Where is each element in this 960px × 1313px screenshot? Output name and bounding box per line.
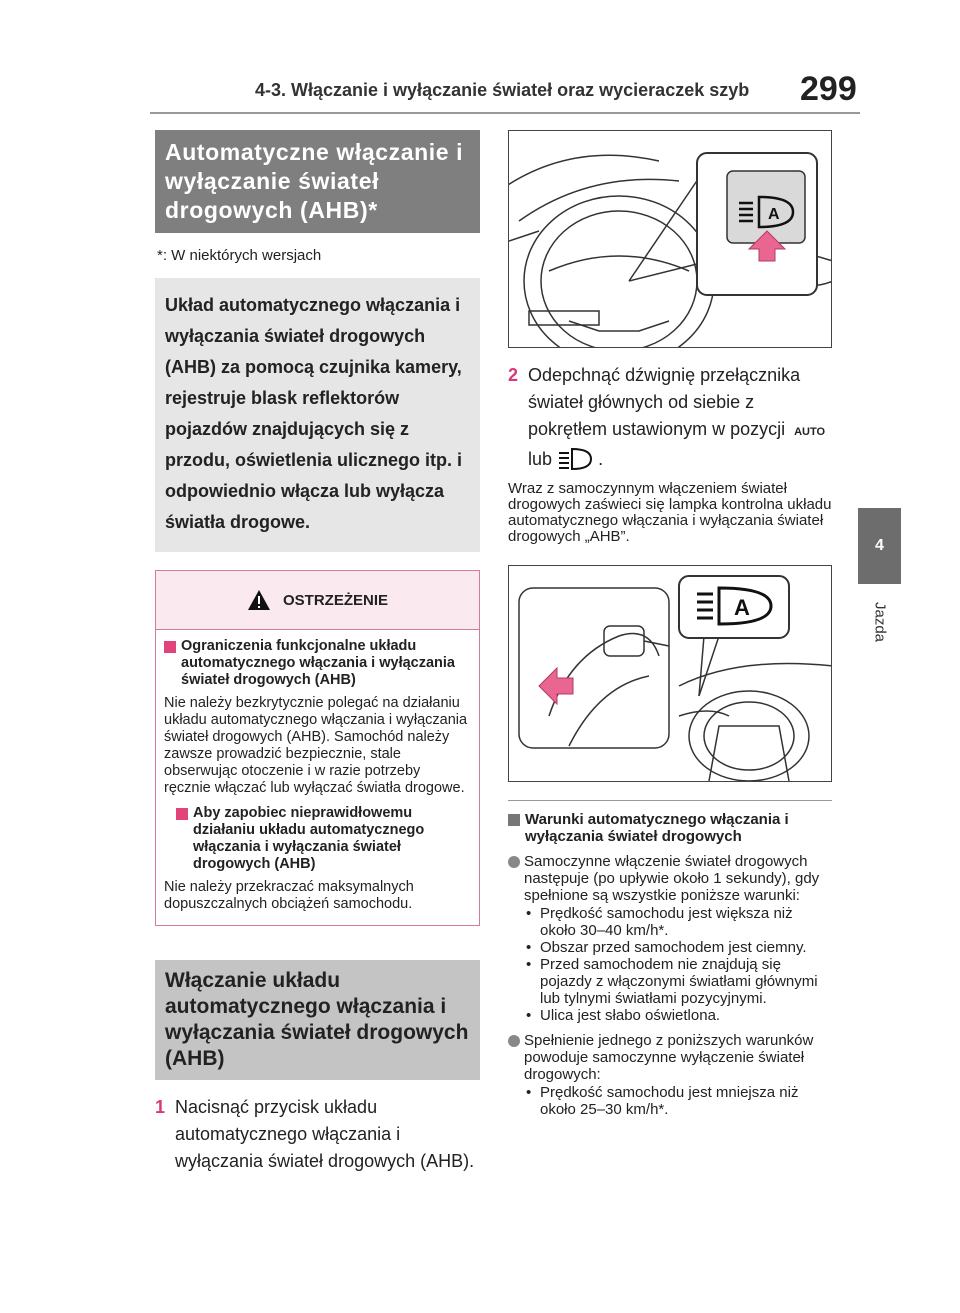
circle-bullet-icon bbox=[508, 856, 520, 868]
chapter-label: Jazda bbox=[871, 601, 889, 643]
condition-bullet-off: Spełnienie jednego z poniższych warunków powoduje samoczynne wyłączenie świateł drogowych: • Prędkość samochodu jest mniejsza niż około 25–30 km/h*. bbox=[508, 1032, 832, 1118]
step-number: 1 bbox=[155, 1097, 166, 1117]
warning-box bbox=[155, 570, 480, 926]
step-text: Odepchnąć dźwignię przełącznika świateł głównych od siebie z pokrętłem ustawionym w pozycji AUTO lub . bbox=[528, 365, 826, 469]
pull-arrow-icon bbox=[539, 668, 573, 704]
step-number: 2 bbox=[508, 365, 519, 385]
step-1 bbox=[155, 1094, 480, 1175]
header-divider bbox=[150, 112, 860, 114]
dashboard-illustration bbox=[509, 131, 832, 347]
page-number: 299 bbox=[800, 70, 857, 108]
warning-body bbox=[156, 630, 479, 925]
step-2 bbox=[508, 362, 832, 473]
chapter-tab bbox=[858, 508, 901, 584]
auto-position-icon: AUTO bbox=[794, 426, 826, 438]
indicator-note: Wraz z samoczynnym włączeniem świateł drogowych zaświeci się lampka kontrolna układu automatycznego włączania i wyłączania świateł drogowych „AHB”. bbox=[508, 480, 832, 545]
lever-illustration bbox=[509, 566, 832, 781]
warning-header bbox=[156, 571, 479, 630]
warning-triangle-icon bbox=[247, 589, 271, 611]
step-text: Nacisnąć przycisk układu automatycznego włączania i wyłączania świateł drogowych (AHB). bbox=[175, 1097, 475, 1171]
warning-heading-1: Ograniczenia funkcjonalne układu automatycznego włączania i wyłączania świateł drogowych (AHB) bbox=[164, 638, 471, 689]
list-item: • Przed samochodem nie znajdują się pojazdy z włączonymi światłami głównymi lub tylnymi światłami pozycyjnymi. bbox=[526, 956, 818, 1007]
svg-text:A: A bbox=[734, 595, 750, 620]
section-banner-ahb: Automatyczne włączanie i wyłączanie świateł drogowych (AHB)* bbox=[155, 130, 480, 233]
square-bullet-icon bbox=[508, 814, 520, 826]
left-column bbox=[155, 130, 480, 1175]
circle-bullet-icon bbox=[508, 1035, 520, 1047]
square-bullet-icon bbox=[164, 641, 176, 653]
svg-text:A: A bbox=[768, 206, 780, 223]
chapter-number: 4 bbox=[875, 537, 884, 554]
high-beam-auto-icon bbox=[557, 447, 593, 471]
version-footnote: *: W niektórych wersjach bbox=[157, 247, 322, 264]
warning-text-2: Nie należy przekraczać maksymalnych dopuszczalnych obciążeń samochodu. bbox=[164, 879, 414, 912]
square-bullet-icon bbox=[176, 808, 188, 820]
list-item: • Ulica jest słabo oświetlona. bbox=[526, 1007, 721, 1024]
list-item: • Prędkość samochodu jest mniejsza niż około 25–30 km/h*. bbox=[526, 1084, 799, 1118]
warning-text-1: Nie należy bezkrytycznie polegać na działaniu układu automatycznego włączania i wyłączania świateł drogowych (AHB). Samochód należy zawsze prowadzić bezpiecznie, stale obserwując otoczenie i w razie potrzeby ręcznie włączać lub wyłączać światła drogowe. bbox=[164, 695, 468, 796]
list-item: • Obszar przed samochodem jest ciemny. bbox=[526, 939, 807, 956]
condition-bullet-on: Samoczynne włączenie świateł drogowych następuje (po upływie około 1 sekundy), gdy spełnione są wszystkie poniższe warunki: • Prędkość samochodu jest większa niż około 30–40 km/h*. • Obszar przed samochodem jest ciemny. • Przed samochodem nie znajdują się pojazdy z włączonymi światłami głównymi lub tylnymi światłami pozycyjnymi. • Ulica jest słabo oświetlona. bbox=[508, 853, 832, 1024]
section-banner-activation: Włączanie układu automatycznego włączania i wyłączania świateł drogowych (AHB) bbox=[155, 960, 480, 1080]
warning-title: OSTRZEŻENIE bbox=[282, 591, 388, 609]
conditions-heading: Warunki automatycznego włączania i wyłączania świateł drogowych bbox=[508, 811, 832, 845]
list-item: • Prędkość samochodu jest większa niż około 30–40 km/h*. bbox=[526, 905, 793, 939]
figure-dashboard-button bbox=[508, 130, 832, 348]
on-conditions-list bbox=[526, 905, 832, 1024]
off-conditions-list bbox=[526, 1084, 832, 1118]
warning-heading-2: Aby zapobiec nieprawidłowemu działaniu układu automatycznego włączania i wyłączania świateł drogowych (AHB) bbox=[176, 805, 471, 873]
section-divider bbox=[508, 800, 832, 801]
figure-lever-indicator bbox=[508, 565, 832, 782]
summary-box: Układ automatycznego włączania i wyłączania świateł drogowych (AHB) za pomocą czujnika kamery, rejestruje blask reflektorów pojazdów znajdujących się z przodu, oświetlenia ulicznego itp. i odpowiednio włącza lub wyłącza światła drogowe. bbox=[155, 278, 480, 552]
right-column bbox=[508, 130, 832, 1118]
page-header-title: 4-3. Włączanie i wyłączanie świateł oraz wycieraczek szyb bbox=[255, 80, 750, 100]
